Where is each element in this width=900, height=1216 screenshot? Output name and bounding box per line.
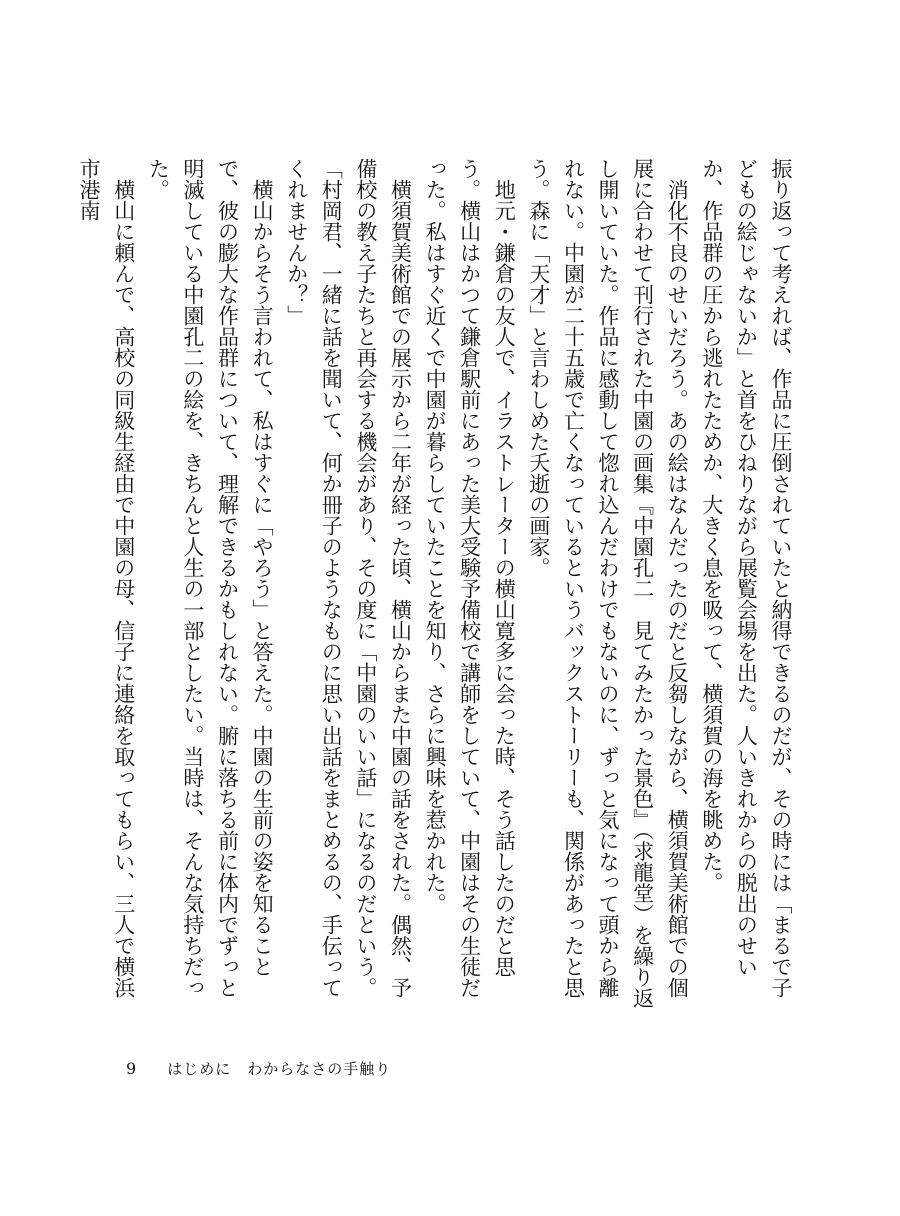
page-number: 9	[126, 1059, 137, 1078]
paragraph-5-quote: 「村岡君、一緒に話を聞いて、何か冊子のようなものに思い出話をまとめるの、手伝ってくれませんか？」	[284, 158, 344, 998]
paragraph-2: 消化不良のせいだろう。あの絵はなんだったのだと反芻しながら、横須賀美術館での個展に合わせて刊行された中園の画集『中園孔二 見てみたかった景色』（求龍堂）を繰り返し開いていた。作品に感動して惚れ込んだわけでもないのに、ずっと気になって頭から離れない。中園が二十五歳で亡くなっているというバックストーリーも、関係があったと思う。森に「天才」と言わしめた夭逝の画家。	[526, 158, 690, 1009]
running-head: はじめに わからなさの手触り	[167, 1060, 392, 1078]
paragraph-6: 横山からそう言われて、私はすぐに「やろう」と答えた。中園の生前の姿を知ることで、彼の膨大な作品群について、理解できるかもしれない。腑に落ちる前に体内でずっと明滅している中園孔二の絵を、きちんと人生の一部としたい。当時は、そんな気持ちだった。	[146, 158, 275, 998]
paragraph-7: 横山に頼んで、高校の同級生経由で中園の母、信子に連絡を取ってもらい、三人で横浜市港南	[77, 158, 136, 998]
paragraph-3: 地元・鎌倉の友人で、イラストレーターの横山寛多に会った時、そう話したのだと思う。横山はかつて鎌倉駅前にあった美大受験予備校で講師をしていて、中園はその生徒だった。私はすぐ近くで中園が暮らしていたことを知り、さらに興味を惹かれた。	[423, 158, 517, 998]
paragraph-4: 横須賀美術館での展示から二年が経った頃、横山からまた中園の話をされた。偶然、予備校の教え子たちと再会する機会があり、その度に「中園のいい話」になるのだという。	[353, 158, 413, 998]
paragraph-1: 振り返って考えれば、作品に圧倒されていたと納得できるのだが、その時には「まるで子どもの絵じゃないか」と首をひねりながら展覧会場を出た。人いきれからの脱出のせいか、作品群の圧から逃れたためか、大きく息を吸って、横須賀の海を眺めた。	[699, 158, 793, 998]
page-footer	[126, 1058, 391, 1079]
vertical-text-body	[77, 158, 798, 1014]
